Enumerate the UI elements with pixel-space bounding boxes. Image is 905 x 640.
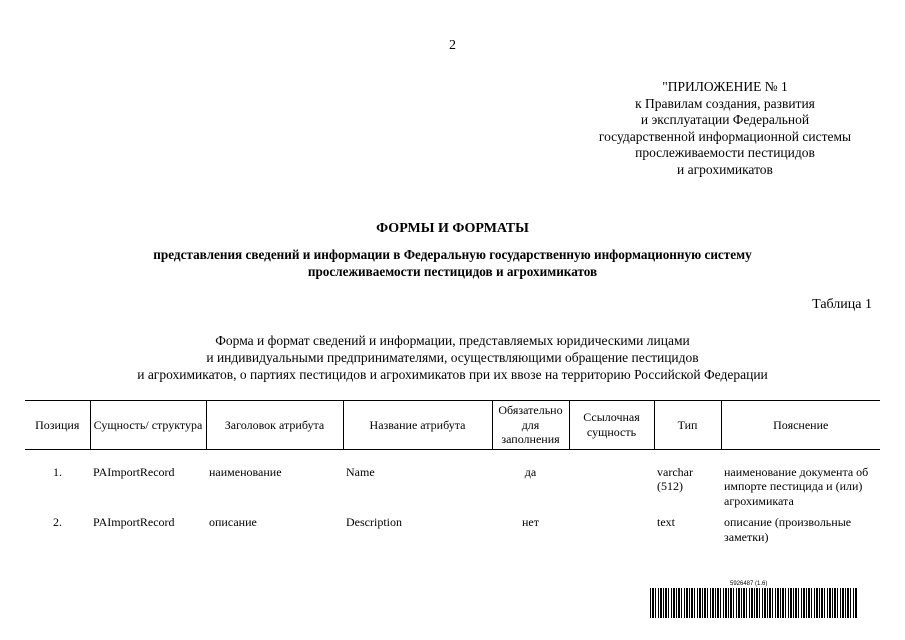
cell-attribute-heading: описание (209, 515, 257, 529)
cell-type: text (657, 515, 675, 529)
table-caption (40, 332, 865, 384)
appendix-line: и агрохимикатов (677, 161, 773, 177)
cell-note: наименование документа об импорте пестицида и (или) агрохимиката (724, 464, 869, 508)
appendix-line: государственной информационной системы (598, 128, 852, 144)
cell-note: описание (произвольные заметки) (724, 515, 852, 544)
appendix-line: к Правилам создания, развития (635, 95, 815, 111)
header-attribute-heading: Заголовок атрибута (206, 401, 343, 450)
caption-line: и индивидуальными предпринимателями, осуществляющими обращение пестицидов (206, 350, 699, 366)
caption-line: Форма и формат сведений и информации, представляемых юридическими лицами (215, 333, 690, 348)
header-note: Пояснение (721, 401, 880, 450)
cell-entity: PAImportRecord (93, 515, 175, 529)
table-row (25, 449, 880, 510)
document-title: ФОРМЫ И ФОРМАТЫ (376, 221, 529, 236)
cell-required: да (524, 464, 537, 479)
attributes-table (25, 400, 880, 546)
barcode-stripes (650, 588, 858, 618)
cell-attribute-name: Description (346, 515, 402, 529)
caption-line: и агрохимикатов, о партиях пестицидов и агрохимикатов при их ввозе на территорию Российской Федерации (137, 367, 768, 383)
cell-attribute-name: Name (346, 464, 375, 479)
header-type: Тип (654, 401, 721, 450)
cell-reference-entity (569, 449, 654, 510)
header-reference-entity: Ссылочная сущность (569, 401, 654, 450)
table-header-row (25, 401, 880, 450)
document-barcode (650, 580, 858, 618)
cell-reference-entity (569, 510, 654, 546)
appendix-line: прослеживаемости пестицидов (635, 145, 815, 161)
cell-entity: PAImportRecord (93, 464, 175, 479)
cell-attribute-heading: наименование (209, 464, 282, 479)
header-entity: Сущность/ структура (90, 401, 206, 450)
table-row (25, 510, 880, 546)
cell-type: varchar (512) (657, 464, 693, 493)
cell-position: 2. (53, 515, 62, 529)
document-subtitle (60, 246, 845, 280)
appendix-header (560, 79, 890, 179)
cell-position: 1. (53, 464, 62, 479)
appendix-line: и эксплуатации Федеральной (640, 112, 810, 128)
header-attribute-name: Название атрибута (343, 401, 492, 450)
page-number: 2 (449, 38, 456, 53)
cell-required: нет (522, 515, 539, 529)
subtitle-line: представления сведений и информации в Федеральную государственную информационную систему (153, 247, 752, 262)
header-required: Обязательно для заполнения (492, 401, 569, 450)
appendix-line: "ПРИЛОЖЕНИЕ № 1 (662, 79, 788, 94)
header-position: Позиция (25, 401, 90, 450)
table-number: Таблица 1 (812, 297, 872, 312)
barcode-code: 5926487 (1.6) (730, 581, 768, 587)
subtitle-line: прослеживаемости пестицидов и агрохимикатов (307, 264, 598, 279)
